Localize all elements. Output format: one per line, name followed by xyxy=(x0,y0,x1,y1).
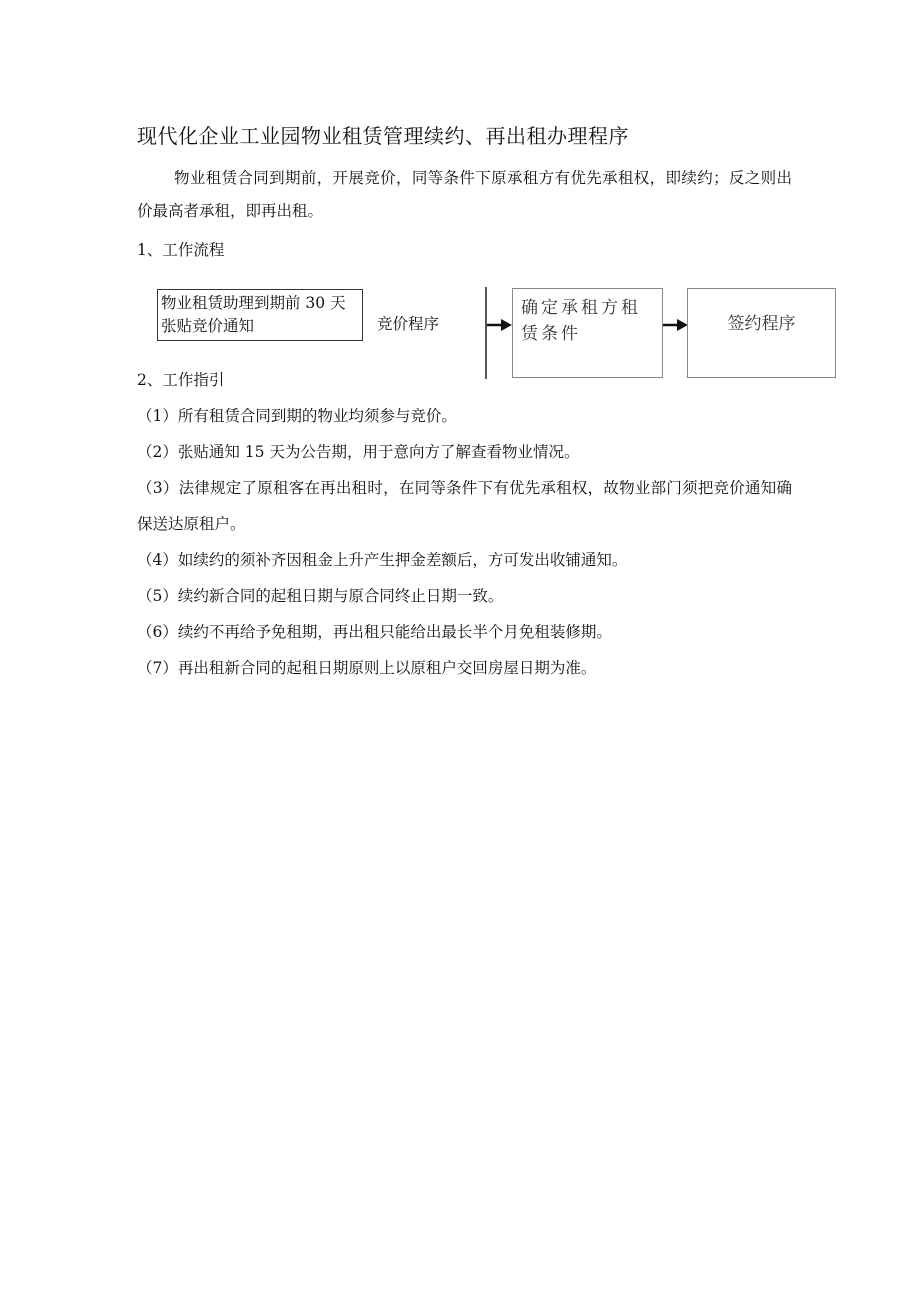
flow-arrow-icon xyxy=(663,318,689,332)
section-heading-workflow: 1、工作流程 xyxy=(137,241,225,259)
flow-step-determine-terms: 确定承租方租赁条件 xyxy=(512,288,663,378)
guideline-item: （4）如续约的须补齐因租金上升产生押金差额后，方可发出收铺通知。 xyxy=(137,551,628,569)
section-heading-guidelines: 2、工作指引 xyxy=(137,371,225,389)
intro-paragraph: 物业租赁合同到期前，开展竞价，同等条件下原承租方有优先承租权，即续约；反之则出价最高者承租，即再出租。 xyxy=(137,169,792,220)
flow-step-post-notice xyxy=(157,289,363,341)
flow-stage-bidding-label: 竞价程序 xyxy=(377,315,440,333)
guideline-item: （2）张贴通知 15 天为公告期，用于意向方了解查看物业情况。 xyxy=(137,443,580,461)
guidelines-list xyxy=(137,398,792,686)
guideline-item: （7）再出租新合同的起租日期原则上以原租户交回房屋日期为准。 xyxy=(137,659,597,677)
flow-divider-line xyxy=(485,287,487,379)
guideline-item: （6）续约不再给予免租期，再出租只能给出最长半个月免租装修期。 xyxy=(137,623,612,641)
flow-step-post-notice-line1: 物业租赁助理到期前 30 天 xyxy=(161,294,346,312)
document-title: 现代化企业工业园物业租赁管理续约、再出租办理程序 xyxy=(137,124,629,148)
flow-step-signing xyxy=(687,288,836,378)
flow-step-signing-label: 签约程序 xyxy=(727,314,796,334)
flow-arrow-icon xyxy=(487,318,513,332)
flow-step-post-notice-line2: 张贴竞价通知 xyxy=(161,317,255,335)
guideline-item: （5）续约新合同的起租日期与原合同终止日期一致。 xyxy=(137,587,504,605)
guideline-item: （1）所有租赁合同到期的物业均须参与竞价。 xyxy=(137,407,457,425)
guideline-item: （3）法律规定了原租客在再出租时，在同等条件下有优先承租权，故物业部门须把竞价通知确保送达原租户。 xyxy=(137,479,792,533)
